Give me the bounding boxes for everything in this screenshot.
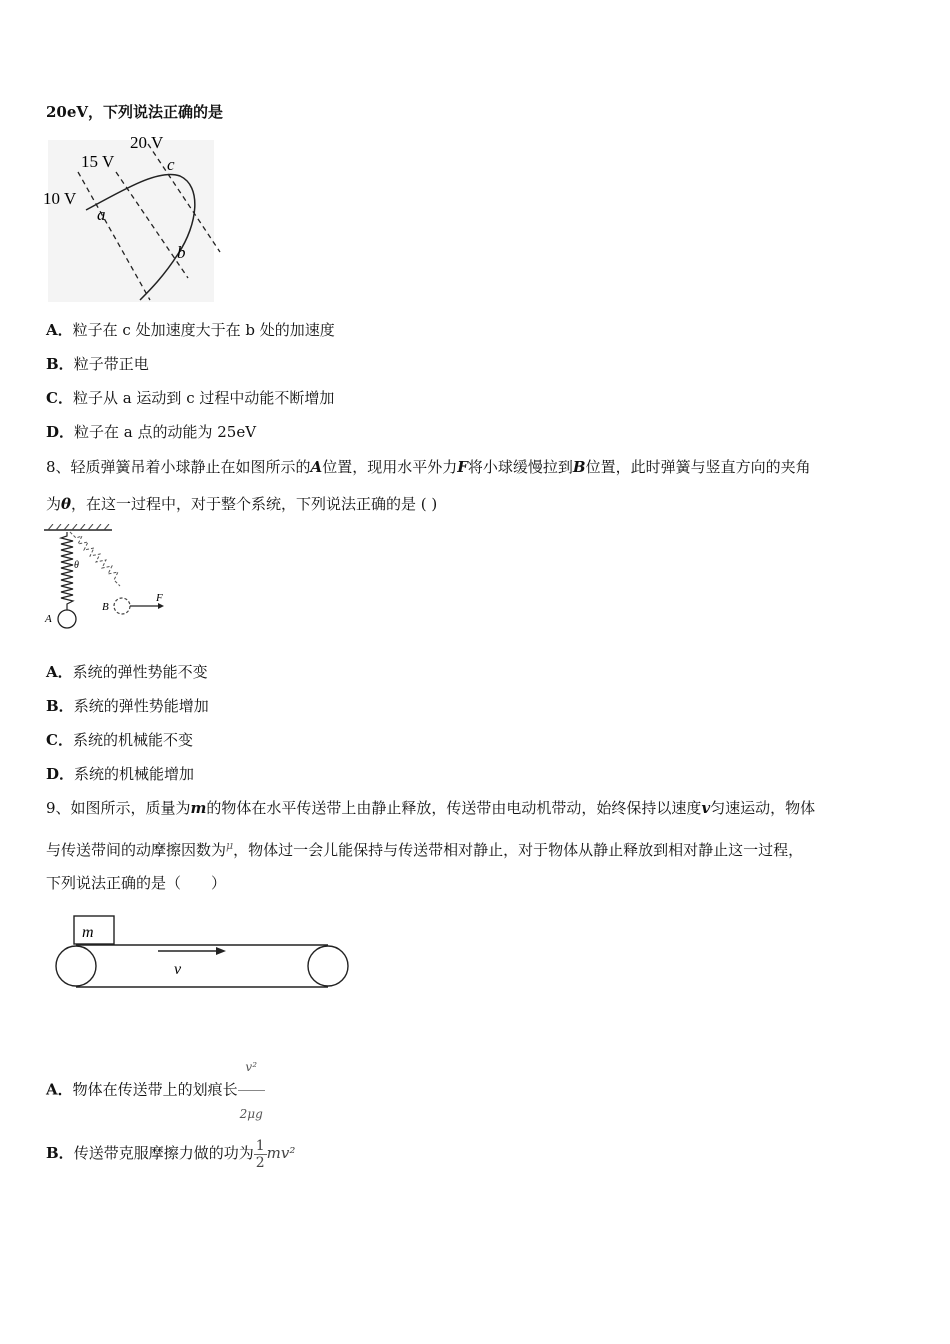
label-v: v	[174, 961, 182, 978]
q8-stem-line2: 为θ，在这一过程中，对于整个系统，下列说法正确的是 ( )	[46, 495, 438, 513]
q9-option-b: B．传送带克服摩擦力做的功为 $\frac{1}{2}$ mv²	[46, 1137, 296, 1171]
q7-option-c: C．粒子从 a 运动到 c 过程中动能不断增加	[46, 389, 335, 407]
fraction-one-half: $\frac{1}{2}$	[255, 1137, 265, 1171]
q8-option-d: D．系统的机械能增加	[46, 765, 195, 783]
fraction-v2-over-2mug: $\frac{\text{v²}}{2\mu g}$	[238, 1044, 265, 1137]
q9-stem-line3: 下列说法正确的是（ ）	[46, 874, 227, 892]
q7-option-a: A．粒子在 c 处加速度大于在 b 处的加速度	[46, 321, 335, 339]
figure-background	[48, 140, 214, 302]
spring-at-b-dashed	[70, 532, 120, 586]
spring-at-a	[61, 532, 73, 610]
label-15v: 15 V	[81, 152, 115, 171]
label-20v: 20 V	[130, 133, 164, 152]
q9-option-a: A．物体在传送带上的划痕长 $\frac{\text{v²}}{2\mu g}$	[46, 1044, 265, 1137]
label-c: c	[167, 155, 175, 174]
ball-at-a	[58, 610, 76, 628]
q8-option-a: A．系统的弹性势能不变	[46, 663, 208, 681]
left-pulley	[56, 946, 96, 986]
q8-figure-spring	[40, 524, 170, 634]
q7-option-d: D．粒子在 a 点的动能为 25eV	[46, 423, 257, 441]
q9-stem-line2: 与传送带间的动摩擦因数为$^\mu$，物体过一会儿能保持与传送带相对静止，对于物体从静止释放到相对静止这一过程，	[46, 839, 804, 859]
label-a: a	[97, 205, 106, 224]
q9-stem-line1: 9、如图所示，质量为m的物体在水平传送带上由静止释放，传送带由电动机带动，始终保持以速度v匀速运动，物体	[46, 799, 816, 817]
q8-option-c: C．系统的机械能不变	[46, 731, 193, 749]
q8-stem-line1: 8、轻质弹簧吊着小球静止在如图所示的A位置，现用水平外力F将小球缓慢拉到B位置，此时弹簧与竖直方向的夹角	[46, 458, 811, 476]
block-m	[74, 916, 114, 944]
label-10v: 10 V	[43, 189, 77, 208]
label-a-point: A	[45, 613, 52, 625]
label-f: F	[156, 592, 163, 604]
q7-figure-equipotential	[40, 128, 225, 308]
label-theta: θ	[74, 560, 79, 571]
ball-at-b-dashed	[114, 598, 130, 614]
q7-intro: 20eV，下列说法正确的是	[46, 103, 224, 121]
right-pulley	[308, 946, 348, 986]
label-b-point: B	[102, 601, 109, 613]
ceiling-hatch	[48, 524, 109, 530]
velocity-arrowhead	[216, 947, 226, 955]
label-m: m	[82, 924, 94, 941]
q8-option-b: B．系统的弹性势能增加	[46, 697, 209, 715]
q7-option-b: B．粒子带正电	[46, 355, 149, 373]
q9-figure-conveyor	[50, 914, 355, 994]
label-b: b	[177, 243, 186, 262]
